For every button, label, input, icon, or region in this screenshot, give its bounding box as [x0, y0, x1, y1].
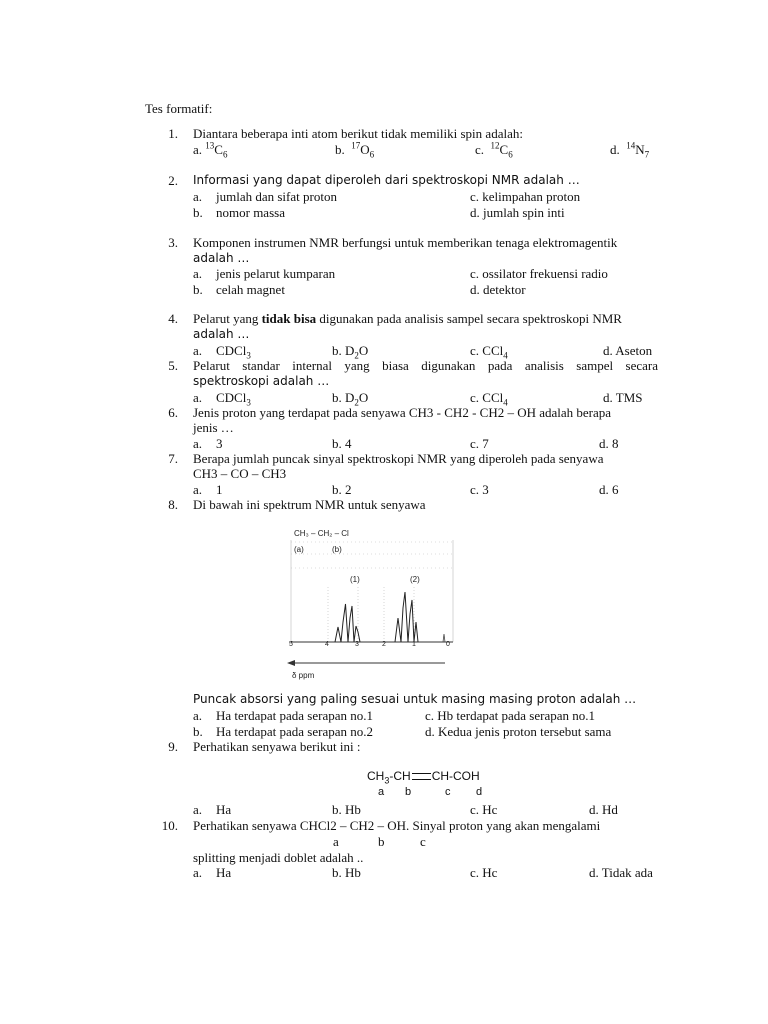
option-a-letter: a. — [193, 189, 203, 204]
option-a: a. $^{13}C_6$ — [193, 140, 228, 160]
spectrum-label-b: (b) — [332, 545, 342, 554]
spectrum-grid — [291, 540, 453, 642]
option-c: c. 3 — [470, 482, 489, 497]
proton-label-a: a — [378, 786, 385, 798]
question-number: 5. — [168, 358, 178, 373]
spectrum-peak-2-label: (2) — [410, 575, 420, 584]
option-d: d. detektor — [470, 282, 526, 297]
question-number: 6. — [168, 405, 178, 420]
option-a: CDCl$_3$ — [216, 343, 251, 361]
question-text: Komponen instrumen NMR berfungsi untuk memberikan tenaga elektromagentik — [193, 235, 618, 250]
spectrum-peak-1-label: (1) — [350, 575, 360, 584]
option-a-letter: a. — [193, 436, 203, 451]
question-number: 9. — [168, 739, 178, 754]
question-number: 3. — [168, 235, 178, 250]
question-text-cont: adalah … — [193, 251, 250, 265]
question-text: Jenis proton yang terdapat pada senyawa CH3 - CH2 - CH2 – OH adalah berapa — [193, 405, 612, 420]
question-text: Berapa jumlah puncak sinyal spektroskopi NMR yang diperoleh pada senyawa — [193, 451, 604, 466]
question-text-cont: spektroskopi adalah … — [193, 374, 330, 388]
spectrum-tick: 1 — [412, 641, 416, 648]
question-number: 2. — [168, 173, 178, 188]
option-b: b. $^{17}O_6$ — [335, 140, 375, 160]
question-text: Pelarut standar internal yang biasa digunakan pada analisis sampel secara — [193, 358, 658, 373]
option-c: c. kelimpahan proton — [470, 189, 581, 204]
option-b: nomor massa — [216, 205, 285, 220]
question-text-cont: jenis … — [193, 420, 234, 435]
option-a: Ha — [216, 865, 232, 880]
option-d: d. Kedua jenis proton tersebut sama — [425, 724, 612, 739]
question-text: Perhatikan senyawa berikut ini : — [193, 739, 361, 754]
spectrum-arrow-head — [287, 660, 295, 666]
option-b-letter: b. — [193, 282, 203, 297]
option-a-letter: a. — [193, 708, 203, 723]
option-a-letter: a. — [193, 390, 203, 405]
option-d: d. 8 — [599, 436, 619, 451]
question-number: 10. — [161, 818, 178, 833]
spectrum-peak-2 — [395, 592, 418, 642]
page-title: Tes formatif: — [145, 101, 213, 116]
proton-label-b: b — [405, 786, 412, 798]
spectrum-peak-1 — [335, 604, 360, 642]
question-text-cont: splitting menjadi doblet adalah .. — [193, 850, 364, 865]
spectrum-tick: 3 — [355, 641, 359, 648]
option-b: b. $D_2O$ — [332, 343, 369, 361]
option-b-letter: b. — [193, 205, 203, 220]
spectrum-axis-label: δ ppm — [292, 671, 315, 680]
option-b: b. $D_2O$ — [332, 390, 369, 408]
proton-label-a: a — [333, 834, 339, 849]
spectrum-tick: 4 — [325, 641, 329, 648]
proton-label-c: c — [445, 786, 451, 798]
option-a: CDCl$_3$ — [216, 390, 251, 408]
spectrum-tick: 5 — [289, 641, 293, 648]
nmr-spectrum-figure — [283, 522, 458, 684]
option-c: c. CCl$_4$ — [470, 343, 508, 361]
double-bond — [412, 773, 431, 780]
option-c: c. CCl$_4$ — [470, 390, 508, 408]
question-number: 8. — [168, 497, 178, 512]
option-c: c. ossilator frekuensi radio — [470, 266, 608, 281]
option-a-letter: a. — [193, 343, 203, 358]
option-d: d. jumlah spin inti — [470, 205, 565, 220]
spectrum-reference-peak — [443, 634, 445, 642]
option-d: d. Hd — [589, 802, 618, 817]
question-text-cont: Puncak absorsi yang paling sesuai untuk masing masing proton adalah … — [193, 692, 637, 706]
spectrum-tick: 0 — [446, 641, 450, 648]
option-c: c. Hc — [470, 802, 498, 817]
option-b: b. Hb — [332, 865, 361, 880]
option-a-letter: a. — [193, 802, 203, 817]
proton-label-b: b — [378, 834, 385, 849]
option-b: celah magnet — [216, 282, 285, 297]
option-d: d. Aseton — [603, 343, 653, 358]
option-a: jenis pelarut kumparan — [216, 266, 336, 281]
option-a-letter: a. — [193, 266, 203, 281]
option-a: 1 — [216, 482, 223, 497]
question-text: Perhatikan senyawa CHCl2 – CH2 – OH. Sinyal proton yang akan mengalami — [193, 818, 601, 833]
question-number: 1. — [168, 126, 178, 141]
option-a: jumlah dan sifat proton — [216, 189, 337, 204]
proton-label-c: c — [420, 834, 426, 849]
question-text-cont: adalah … — [193, 327, 250, 341]
question-number: 7. — [168, 451, 178, 466]
option-d: d. 6 — [599, 482, 619, 497]
compound-formula: $CH_3-CH$ CH-COH — [367, 769, 480, 786]
option-d: d. Tidak ada — [589, 865, 653, 880]
option-b: b. 2 — [332, 482, 352, 497]
option-a: Ha — [216, 802, 232, 817]
option-b: b. Hb — [332, 802, 361, 817]
question-number: 4. — [168, 311, 178, 326]
proton-label-d: d — [476, 786, 483, 798]
option-a: Ha terdapat pada serapan no.1 — [216, 708, 374, 723]
spectrum-formula: CH₃ – CH₂ – Cl — [294, 529, 349, 538]
spectrum-tick: 2 — [382, 641, 386, 648]
question-text-cont: CH3 – CO – CH3 — [193, 466, 287, 481]
option-a: 3 — [216, 436, 223, 451]
question-text: Informasi yang dapat diperoleh dari spektroskopi NMR adalah … — [193, 173, 580, 187]
option-a-letter: a. — [193, 865, 203, 880]
option-d: d. TMS — [603, 390, 643, 405]
question-text: Pelarut yang tidak bisa digunakan pada analisis sampel secara spektroskopi NMR — [193, 311, 622, 326]
option-c: c. Hb terdapat pada serapan no.1 — [425, 708, 596, 723]
spectrum-label-a: (a) — [294, 545, 304, 554]
option-b: Ha terdapat pada serapan no.2 — [216, 724, 374, 739]
option-b-letter: b. — [193, 724, 203, 739]
question-text: Di bawah ini spektrum NMR untuk senyawa — [193, 497, 426, 512]
option-d: d. $^{14}N_7$ — [610, 140, 650, 160]
option-b: b. 4 — [332, 436, 352, 451]
option-a-letter: a. — [193, 482, 203, 497]
option-c: c. Hc — [470, 865, 498, 880]
question-text: Diantara beberapa inti atom berikut tidak memiliki spin adalah: — [193, 126, 523, 141]
option-c: c. 7 — [470, 436, 489, 451]
option-c: c. $^{12}C_6$ — [475, 140, 513, 160]
